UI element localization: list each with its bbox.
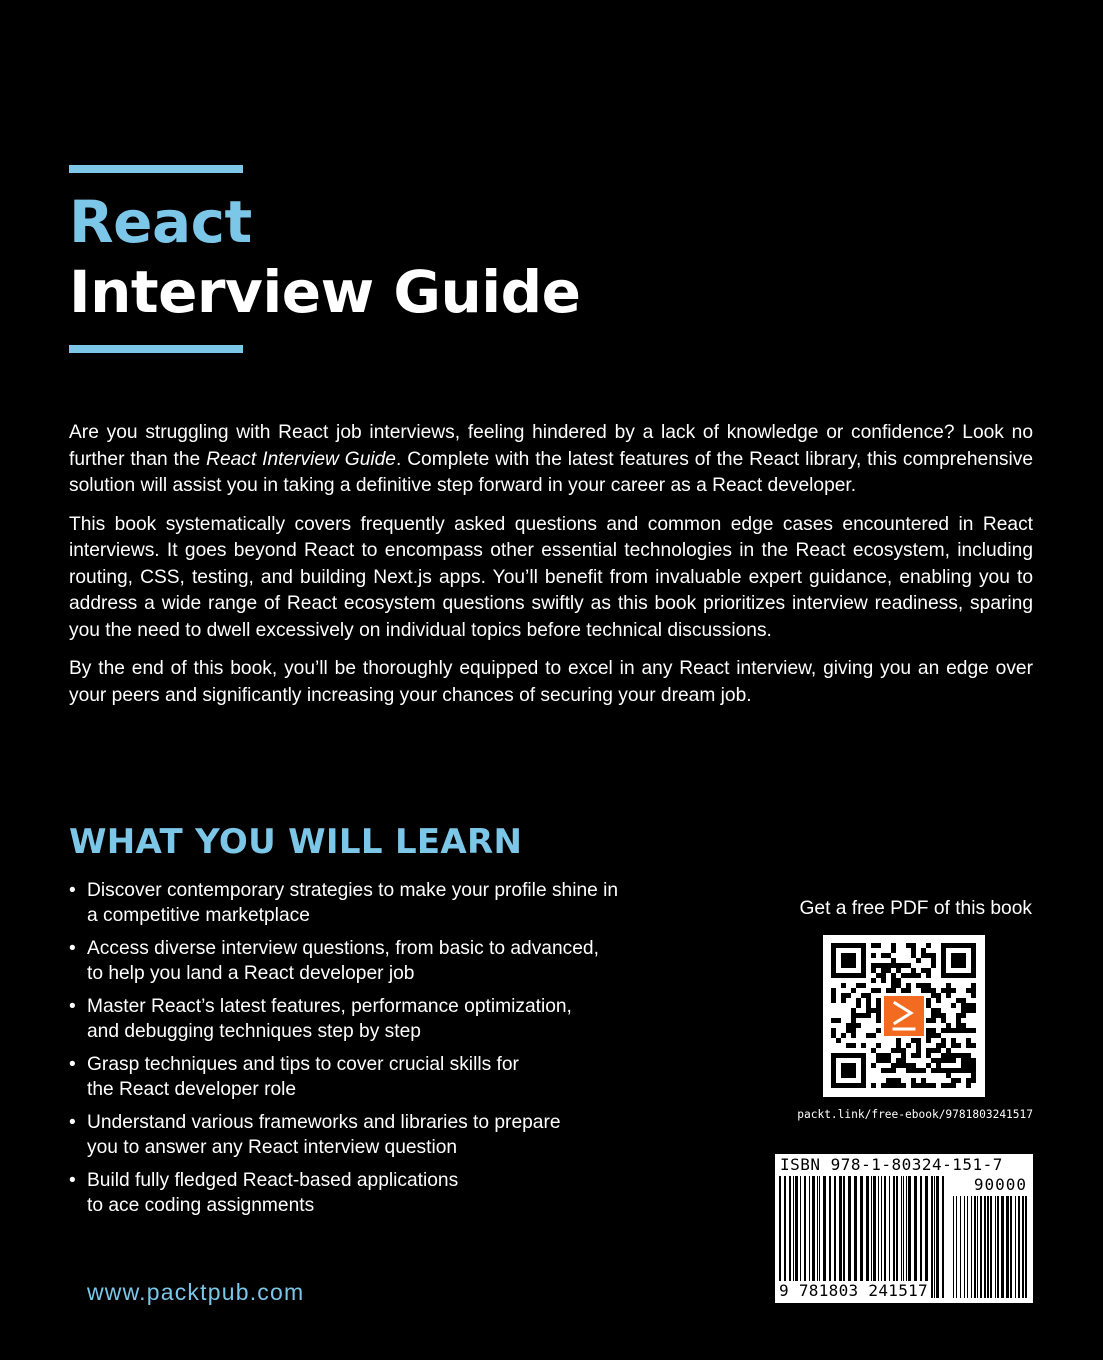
list-item: • Master React’s latest features, performance optimization, and debugging techniques step by step	[69, 996, 572, 1042]
book-description	[69, 420, 1033, 721]
qr-code-icon	[823, 935, 985, 1097]
description-paragraph-1: Are you struggling with React job interviews, feeling hindered by a lack of knowledge or confidence? Look no further than the React Interview Guide. Complete with the latest features of the React library, this comprehensive solution will assist you in taking a definitive step forward in your career as a React developer.	[69, 422, 1034, 496]
book-title-react: React	[69, 188, 252, 256]
bullet-icon: •	[69, 1170, 76, 1191]
isbn-text: ISBN 978-1-80324-151-7	[780, 1155, 1003, 1174]
description-paragraph-3: By the end of this book, you’ll be thoroughly equipped to excel in any React interview, giving you an edge over your peers and significantly increasing your chances of securing your dream job.	[69, 658, 1033, 706]
book-title-italic: React Interview Guide	[206, 448, 396, 470]
book-title-interview-guide: Interview Guide	[69, 258, 581, 326]
top-accent-rule	[69, 165, 243, 173]
free-pdf-label: Get a free PDF of this book	[799, 898, 1032, 919]
list-item: • Understand various frameworks and libraries to prepare you to answer any React interview question	[69, 1112, 561, 1158]
list-item: • Access diverse interview questions, from basic to advanced, to help you land a React developer job	[69, 938, 599, 984]
publisher-website-link[interactable]: www.packtpub.com	[87, 1279, 305, 1305]
free-ebook-link[interactable]: packt.link/free-ebook/9781803241517	[797, 1108, 1033, 1121]
what-you-will-learn-heading: WHAT YOU WILL LEARN	[69, 822, 523, 862]
qr-code[interactable]	[823, 935, 985, 1097]
isbn-barcode	[775, 1154, 1033, 1303]
learning-outcomes-list	[69, 878, 689, 1226]
price-code: 90000	[973, 1175, 1027, 1194]
description-paragraph-2: This book systematically covers frequently asked questions and common edge cases encountered in React interviews. It goes beyond React to encompass other essential technologies in the React ecosystem, including routing, CSS, testing, and building Next.js apps. You’ll benefit from invaluable expert guidance, enabling you to address a wide range of React ecosystem questions swiftly as this book prioritizes interview readiness, sparing you the need to dwell excessively on individual topics before technical discussions.	[69, 513, 1033, 641]
bullet-icon: •	[69, 938, 76, 959]
bullet-icon: •	[69, 1054, 76, 1075]
bullet-icon: •	[69, 1112, 76, 1133]
list-item: • Build fully fledged React-based applications to ace coding assignments	[69, 1170, 459, 1216]
list-item: • Discover contemporary strategies to make your profile shine in a competitive marketplace	[69, 880, 619, 926]
list-item: • Grasp techniques and tips to cover crucial skills for the React developer role	[69, 1054, 519, 1100]
ean-digits: 9 781803 241517	[779, 1281, 928, 1300]
bullet-icon: •	[69, 880, 76, 901]
bottom-accent-rule	[69, 345, 243, 353]
bullet-icon: •	[69, 996, 76, 1017]
